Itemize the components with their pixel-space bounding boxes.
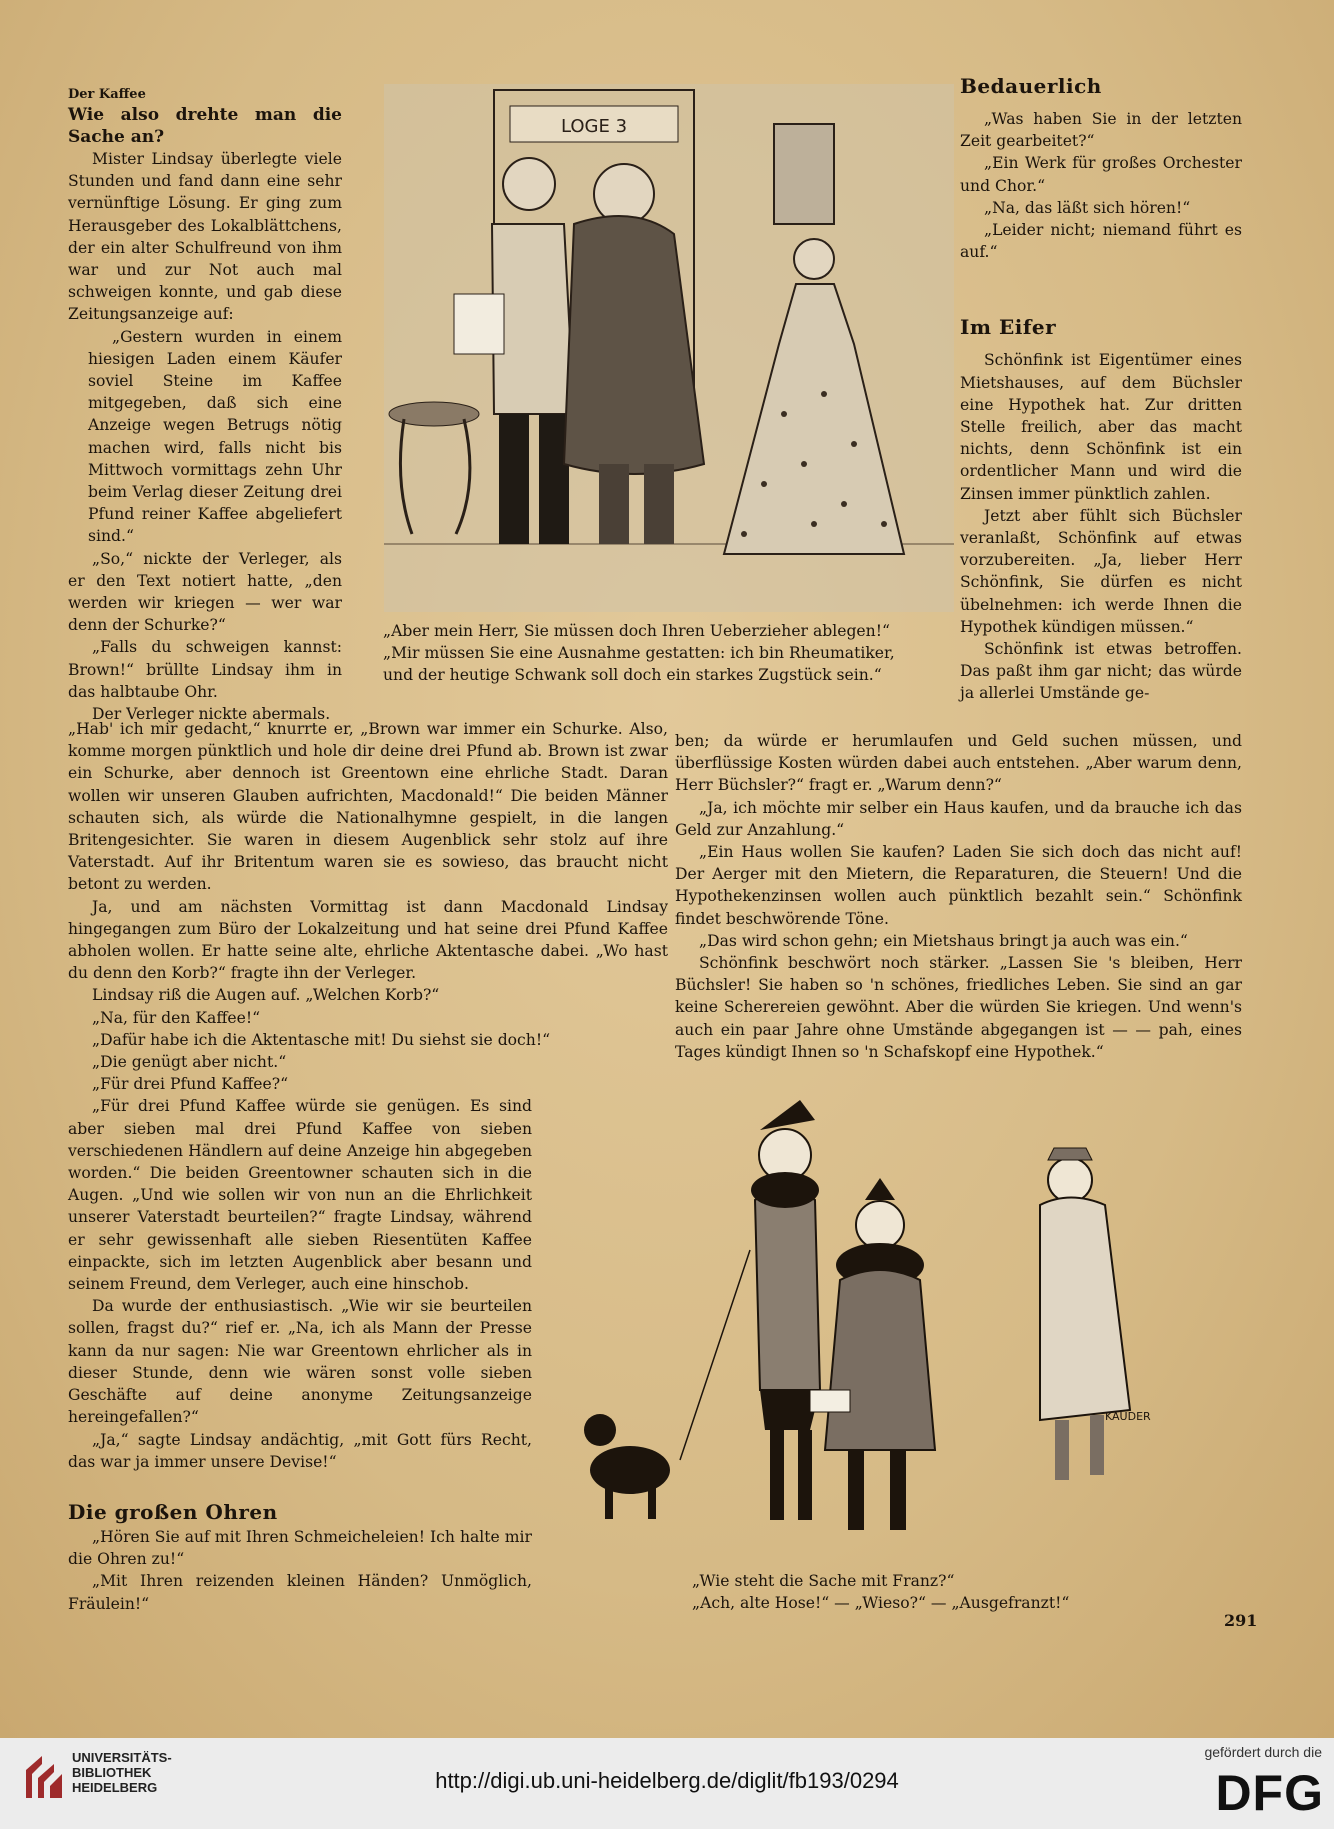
ohren-line: „Mit Ihren reizenden kleinen Händen? Unmöglich, Fräulein!“ (68, 1572, 532, 1613)
ohren-column (68, 1498, 532, 1615)
article-paragraph: „Für drei Pfund Kaffee?“ (92, 1075, 289, 1094)
article-paragraph: Der Verleger nickte abermals. (92, 705, 331, 724)
dfg-logo: DFG (1215, 1765, 1324, 1821)
illustration1-caption (383, 620, 955, 687)
bedauerlich-line: „Was haben Sie in der letzten Zeit gearbeitet?“ (960, 110, 1242, 151)
article-lede: Wie also drehte man die Sache an? (68, 105, 342, 147)
article-paragraph: „Für drei Pfund Kaffee würde sie genügen. Es sind aber sieben mal drei Pfund Kaffee von sieben verschiedenen Händlern auf deine Anzeige hin abgegeben worden.“ Die beiden Greentowner schauten sich in die Augen. „Und wie sollen wir von nun an die Ehrlichkeit unserer Vaterstadt beurteilen?“ fragte Lindsay, während er sehr gewissenhaft alle sieben Riesentüten Kaffee einpackte, sich im letzten Augenblick aber besann und seinem Freund, dem Verleger, auch eine hinschob. (68, 1097, 532, 1294)
article-paragraph: „Na, für den Kaffee!“ (92, 1008, 261, 1027)
theatre-illustration (384, 84, 954, 612)
page-number: 291 (1224, 1611, 1258, 1630)
artist-signature: KAUDER (1105, 1410, 1151, 1423)
eifer-title: Im Eifer (960, 315, 1057, 340)
right-column (960, 72, 1242, 705)
eifer-paragraph: Schönfink ist etwas betroffen. Das paßt ihm gar nicht; das würde ja allerlei Umstände ge- (960, 640, 1242, 703)
eifer-paragraph: Schönfink beschwört noch stärker. „Lassen Sie 's bleiben, Herr Büchsler! Sie haben so 'n schönes, friedliches Leben. Sie sind an gar keine Scherereien gewöhnt. Aber die würden Sie kriegen. Und wenn's auch ein paar Jahre ohne Umstände abgegangen ist — — pah, eines Tages kündigt Ihnen so 'n Schafskopf eine Hypothek.“ (675, 954, 1242, 1061)
article-paragraph: Ja, und am nächsten Vormittag ist dann Macdonald Lindsay hingegangen zum Büro der Lokalzeitung und hat seine drei Pfund Kaffee abholen wollen. Er hatte seine alte, ehrliche Aktentasche dabei. „Wo hast du denn den Korb?“ fragte ihn der Verleger. (68, 897, 668, 983)
article-paragraph: „Ja,“ sagte Lindsay andächtig, „mit Gott fürs Recht, das war ja immer unsere Devise!“ (68, 1430, 532, 1471)
funded-by-label: gefördert durch die (1204, 1744, 1322, 1760)
illustration2-caption (692, 1570, 1162, 1614)
bedauerlich-line: „Leider nicht; niemand führt es auf.“ (960, 221, 1242, 262)
caption-line: „Aber mein Herr, Sie müssen doch Ihren Ueberzieher ablegen!“ (383, 622, 890, 640)
eifer-paragraph: ben; da würde er herumlaufen und Geld suchen müssen, und überflüssige Kosten würden dabei auch entstehen. „Aber warum denn, Herr Büchsler?“ fragt er. „Warum denn?“ (675, 732, 1242, 795)
library-line: HEIDELBERG (72, 1780, 158, 1795)
article-paragraph: Lindsay riß die Augen auf. „Welchen Korb?“ (92, 986, 440, 1005)
caption-line: „Mir müssen Sie eine Ausnahme gestatten: ich bin Rheumatiker, (383, 644, 895, 663)
bedauerlich-title: Bedauerlich (960, 74, 1102, 98)
eifer-paragraph: „Das wird schon gehn; ein Mietshaus bringt ja auch was ein.“ (699, 931, 1188, 950)
bedauerlich-line: „Na, das läßt sich hören!“ (984, 198, 1191, 217)
source-url-link[interactable]: http://digi.ub.uni-heidelberg.de/diglit/fb193/0294 (435, 1768, 899, 1793)
caption-line: „Wie steht die Sache mit Franz?“ (692, 1572, 955, 1590)
door-sign: LOGE 3 (560, 116, 628, 137)
article-paragraph: Mister Lindsay überlegte viele Stunden und fand dann eine sehr vernünftige Lösung. Er ging zum Herausgeber des Lokalblättchens, der ein alter Schulfreund von ihm war und zur Not auch mal schweigen konnte, und gab diese Zeitungsanzeige auf: (68, 150, 342, 324)
eifer-paragraph: Jetzt aber fühlt sich Büchsler veranlaßt, Schönfink auf etwas vorzubereiten. „Ja, lieber Herr Schönfink, Sie dürfen es nicht übelnehmen: ich werde Ihnen die Hypothek kündigen müssen.“ (960, 506, 1242, 636)
ohren-title: Die großen Ohren (68, 1500, 278, 1524)
eifer-paragraph: „Ein Haus wollen Sie kaufen? Laden Sie sich doch das nicht auf! Der Aerger mit den Mietern, die Reparaturen, die Steuern! Und die Hypothekenzinsen wollen auch pünktlich bezahlt sein.“ Schönfink findet beschwörende Töne. (675, 843, 1242, 928)
article-rubric: Der Kaffee (68, 87, 146, 102)
library-line: BIBLIOTHEK (72, 1765, 152, 1780)
eifer-continued (675, 730, 1242, 1063)
article-paragraph: „Die genügt aber nicht.“ (92, 1053, 287, 1072)
ohren-line: „Hören Sie auf mit Ihren Schmeicheleien! Ich halte mir die Ohren zu!“ (68, 1528, 532, 1569)
caption-line: und der heutige Schwank soll doch ein starkes Zugstück sein.“ (383, 666, 882, 685)
library-line: UNIVERSITÄTS- (72, 1750, 172, 1765)
street-illustration (560, 1090, 1160, 1560)
eifer-paragraph: Schönfink ist Eigentümer eines Mietshauses, auf dem Büchsler eine Hypothek hat. Zur dritten Stelle freilich, aber das macht nichts, denn Schönfink ist ein ordentlicher Mann und wird die Zinsen immer pünktlich zahlen. (960, 351, 1242, 503)
article-paragraph: Da wurde der enthusiastisch. „Wie wir sie beurteilen sollen, fragst du?“ rief er. „Na, ich als Mann der Presse kann da nur sagen: Nie war Greentown ehrlicher als in dieser Stunde, denn wie wären sonst volle sieben Geschäfte auf deine anonyme Zeitungsanzeige hereingefallen?“ (68, 1297, 532, 1427)
eifer-paragraph: „Ja, ich möchte mir selber ein Haus kaufen, und da brauche ich das Geld zur Anzahlung.“ (675, 798, 1242, 839)
article-paragraph: „So,“ nickte der Verleger, als er den Text notiert hatte, „den werden wir kriegen — wer war denn der Schurke?“ (68, 549, 342, 635)
caption-line: „Ach, alte Hose!“ — „Wieso?“ — „Ausgefranzt!“ (692, 1594, 1070, 1613)
article-paragraph: „Falls du schweigen kannst: Brown!“ brüllte Lindsay ihm in das halbtaube Ohr. (68, 638, 342, 701)
article-quote: „Gestern wurden in einem hiesigen Laden einem Käufer soviel Steine im Kaffee mitgegeben, daß sich eine Anzeige wegen Betrugs nötig machen wird, falls nicht bis Mittwoch vormittags zehn Uhr beim Verlag dieser Zeitung drei Pfund reiner Kaffee abgeliefert sind.“ (88, 327, 342, 546)
bedauerlich-line: „Ein Werk für großes Orchester und Chor.“ (960, 154, 1242, 195)
article-kaffee-column (68, 86, 342, 725)
article-paragraph: „Dafür habe ich die Aktentasche mit! Du siehst sie doch!“ (92, 1030, 551, 1049)
article-paragraph: „Hab' ich mir gedacht,“ knurrte er, „Brown war immer ein Schurke. Also, komme morgen pünktlich und hole dir deine drei Pfund ab. Brown ist zwar ein Schurke, aber dennoch ist Greentown eine ehrliche Stadt. Daran wollen wir unseren Glauben aufrichten, Macdonald!“ Die beiden Männer schauten sich, als würde die Nationalhymne gespielt, in die langen Britengesichter. Sie waren in diesem Augenblick sehr stolz auf ihre Vaterstadt. Auf ihr Britentum waren sie es sowieso, das braucht nicht betont zu werden. (68, 720, 668, 894)
